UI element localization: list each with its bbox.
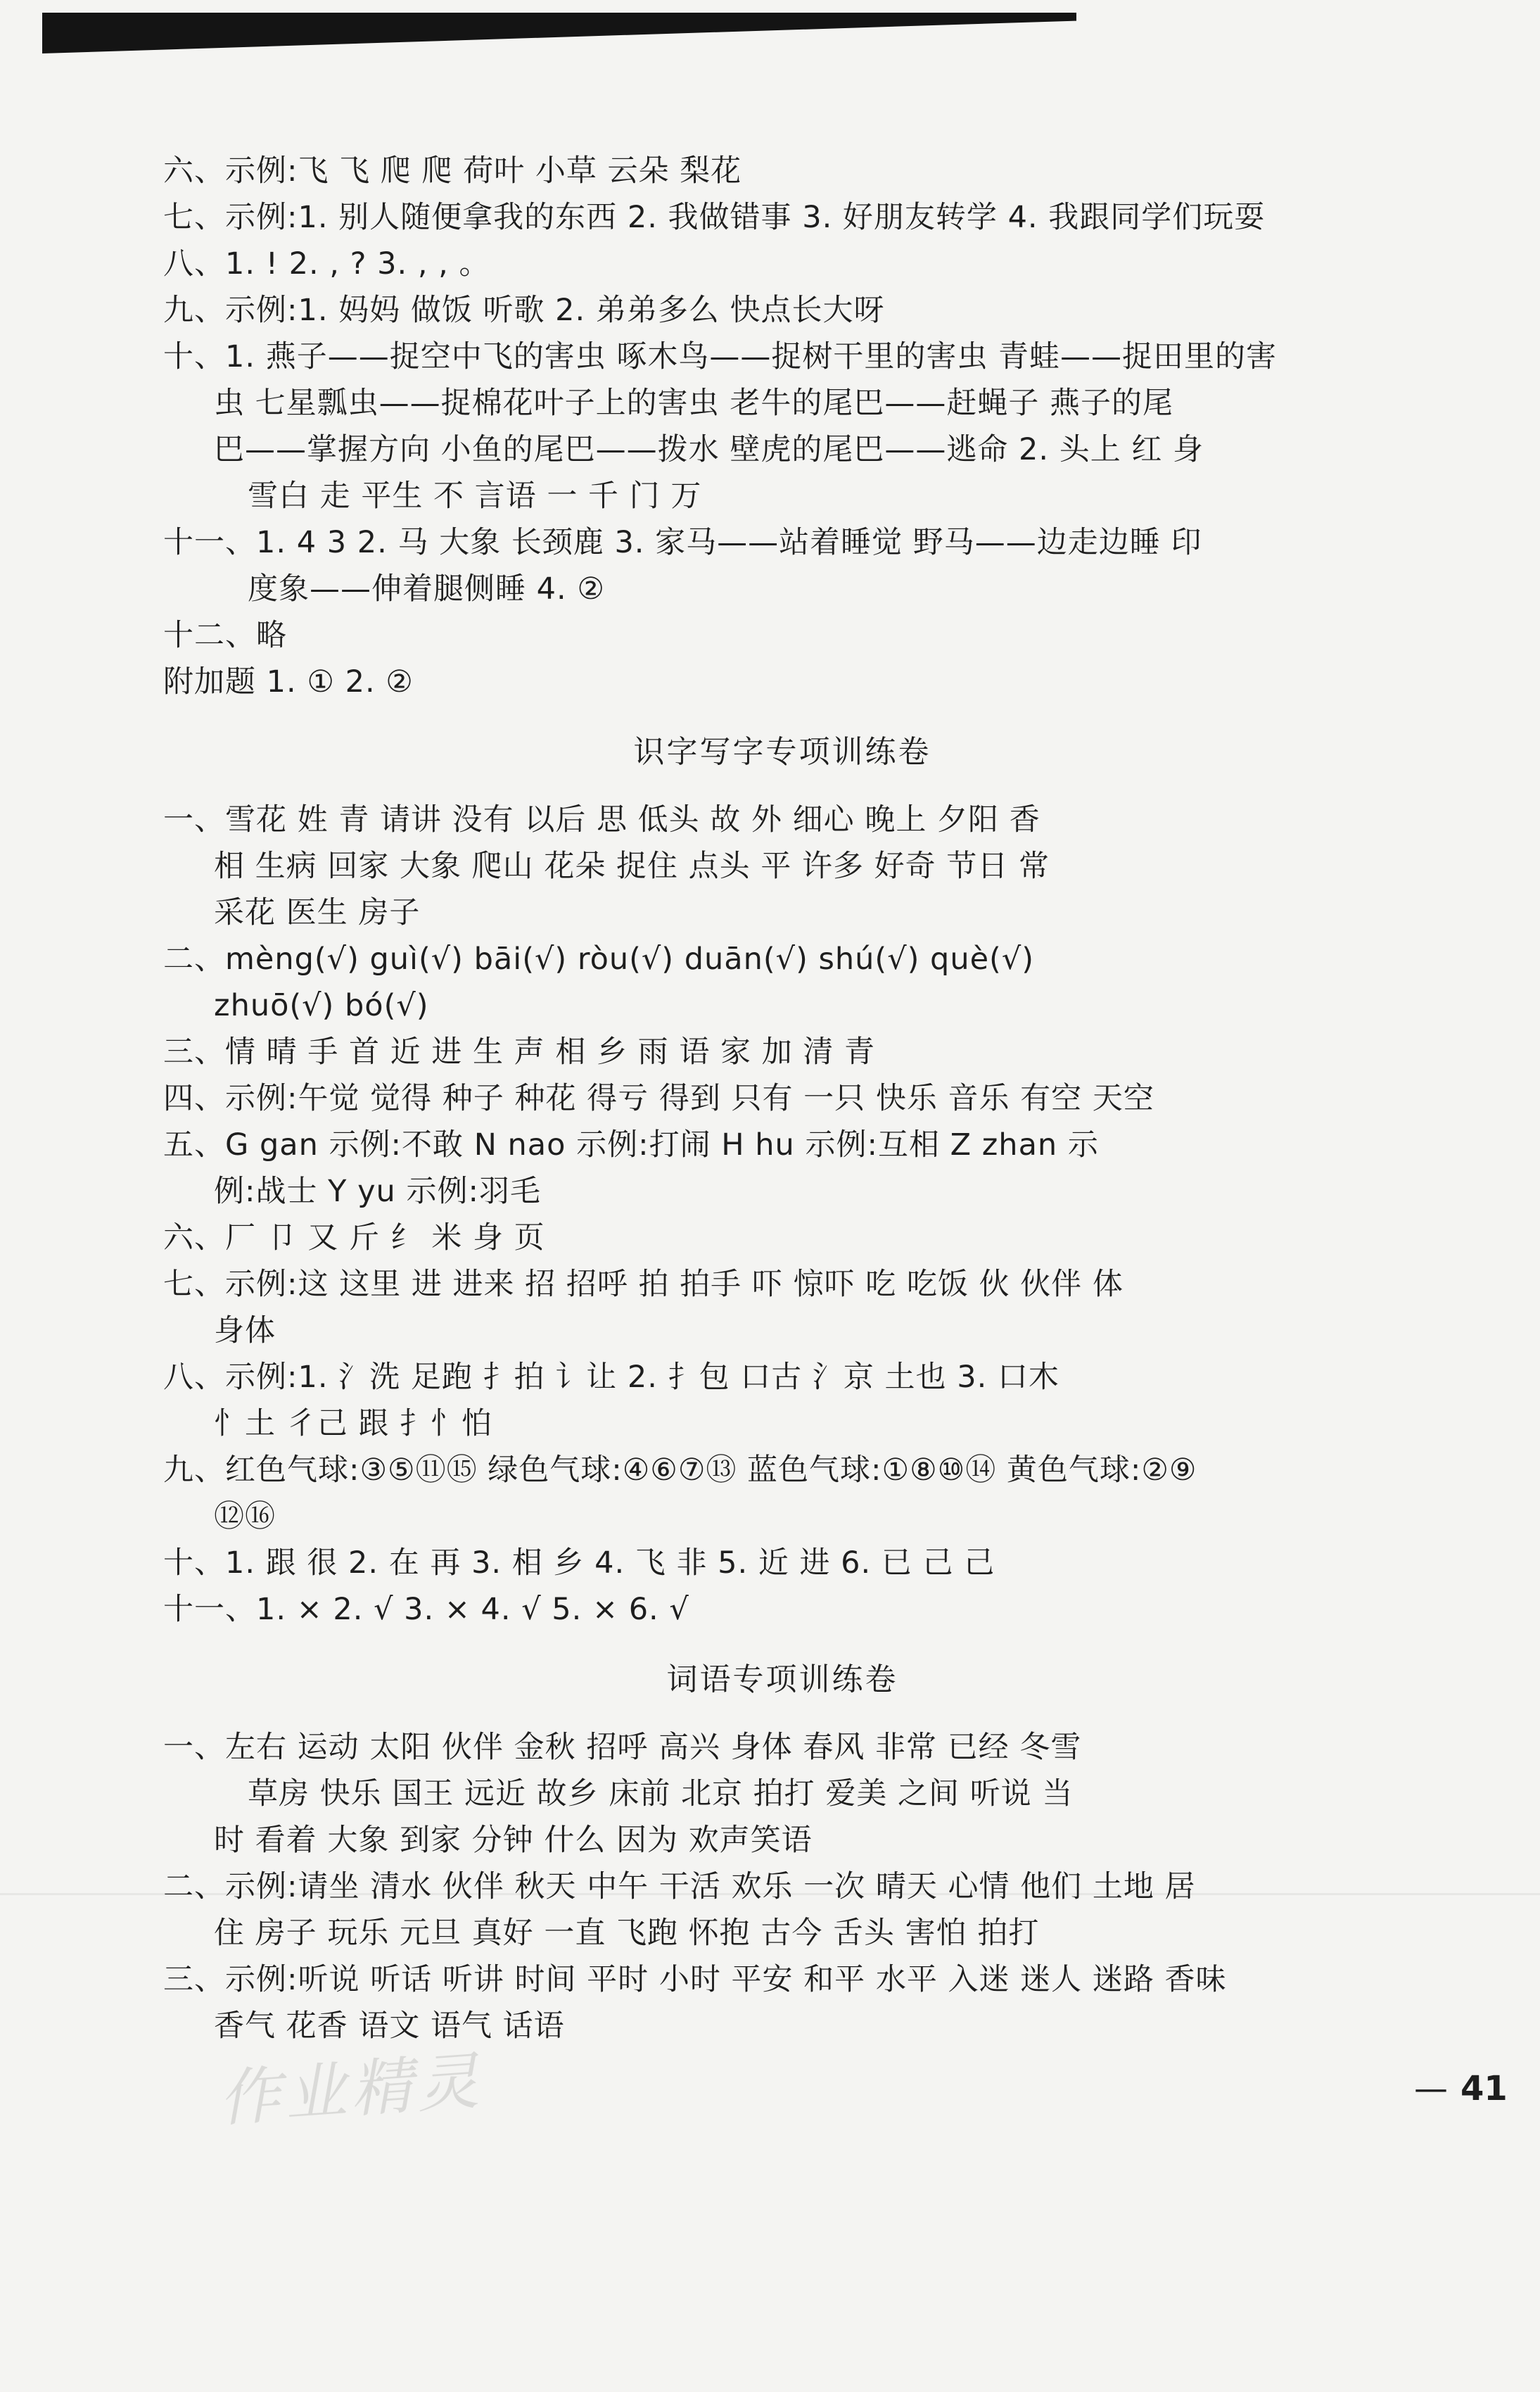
answer-line: 三、示例:听说 听话 听讲 时间 平时 小时 平安 和平 水平 入迷 迷人 迷路 香味: [163, 1962, 1227, 1997]
section-heading-literacy: 识字写字专项训练卷: [633, 734, 931, 770]
answer-line: 八、示例:1. 氵洗 足跑 扌拍 讠让 2. 扌包 口古 氵京 土也 3. 口木: [163, 1360, 1059, 1395]
answer-line: 七、示例:1. 别人随便拿我的东西 2. 我做错事 3. 好朋友转学 4. 我跟同学们玩耍: [163, 200, 1266, 235]
answer-line: 十一、1. 4 3 2. 马 大象 长颈鹿 3. 家马——站着睡觉 野马——边走边睡 印: [163, 525, 1202, 560]
scan-edge-shadow: [42, 13, 1076, 53]
answer-line: 三、情 晴 手 首 近 进 生 声 相 乡 雨 语 家 加 清 青: [163, 1034, 876, 1070]
answer-line: 七、示例:这 这里 进 进来 招 招呼 拍 拍手 吓 惊吓 吃 吃饭 伙 伙伴 体: [163, 1267, 1124, 1302]
answer-line-continued: 度象——伸着腿侧睡 4. ②: [248, 571, 605, 607]
answer-line: 八、1. ! 2. , ? 3. , , 。: [163, 246, 490, 281]
answer-line-continued: 身体: [214, 1313, 276, 1348]
answer-line: 十、1. 跟 很 2. 在 再 3. 相 乡 4. 飞 非 5. 近 进 6. 已 己 己: [163, 1545, 995, 1581]
answer-line-continued: 住 房子 玩乐 元旦 真好 一直 飞跑 怀抱 古今 舌头 害怕 拍打: [214, 1916, 1040, 1951]
answer-line-continued: 草房 快乐 国王 远近 故乡 床前 北京 拍打 爱美 之间 听说 当: [248, 1776, 1074, 1811]
answer-line-continued: 忄土 彳己 跟 扌忄怕: [214, 1406, 493, 1441]
answer-line-continued: zhuō(√) bó(√): [214, 988, 429, 1023]
answer-line: 一、左右 运动 太阳 伙伴 金秋 招呼 高兴 身体 春风 非常 已经 冬雪: [163, 1730, 1082, 1765]
answer-line: 一、雪花 姓 青 请讲 没有 以后 思 低头 故 外 细心 晚上 夕阳 香: [163, 802, 1041, 837]
page-number: [1414, 2069, 1508, 2108]
answer-line: 五、G gan 示例:不敢 N nao 示例:打闹 H hu 示例:互相 Z zhan 示: [163, 1127, 1099, 1163]
answer-line-continued: 时 看着 大象 到家 分钟 什么 因为 欢声笑语: [214, 1823, 813, 1858]
answer-line-continued: ⑫⑯: [214, 1499, 276, 1534]
answer-line-continued: 香气 花香 语文 语气 话语: [214, 2008, 565, 2044]
section-heading-vocabulary: 词语专项训练卷: [666, 1662, 898, 1697]
answer-line: 十、1. 燕子——捉空中飞的害虫 啄木鸟——捉树干里的害虫 青蛙——捉田里的害: [163, 339, 1278, 374]
bonus-question-line: 附加题 1. ① 2. ②: [163, 664, 414, 700]
answer-line: 二、mèng(√) guì(√) bāi(√) ròu(√) duān(√) shú(√) què(√): [163, 942, 1035, 977]
answer-line-continued: 虫 七星瓢虫——捉棉花叶子上的害虫 老牛的尾巴——赶蝇子 燕子的尾: [214, 386, 1174, 421]
page-number-value: 41: [1461, 2069, 1508, 2108]
answer-line: 十一、1. × 2. √ 3. × 4. √ 5. × 6. √: [163, 1592, 689, 1627]
answer-line-continued: 巴——掌握方向 小鱼的尾巴——拨水 壁虎的尾巴——逃命 2. 头上 红 身: [214, 432, 1204, 467]
answer-line: 九、示例:1. 妈妈 做饭 听歌 2. 弟弟多么 快点长大呀: [163, 293, 885, 328]
answer-key-content: [163, 148, 1401, 2049]
answer-line: 九、红色气球:③⑤⑪⑮ 绿色气球:④⑥⑦⑬ 蓝色气球:①⑧⑩⑭ 黄色气球:②⑨: [163, 1453, 1197, 1488]
answer-line-continued: 雪白 走 平生 不 言语 一 千 门 万: [248, 479, 702, 514]
answer-line-continued: 相 生病 回家 大象 爬山 花朵 捉住 点头 平 许多 好奇 节日 常: [214, 849, 1050, 884]
answer-line-continued: 例:战士 Y yu 示例:羽毛: [214, 1174, 541, 1209]
watermark-logo: 作业精灵: [216, 2044, 485, 2135]
answer-line: 十二、略: [163, 618, 287, 653]
answer-line: 四、示例:午觉 觉得 种子 种花 得亏 得到 只有 一只 快乐 音乐 有空 天空: [163, 1081, 1154, 1116]
answer-line-continued: 采花 医生 房子: [214, 895, 421, 930]
page-number-dash: —: [1414, 2069, 1448, 2108]
answer-line: 六、厂 卩 又 斤 纟 米 身 页: [163, 1220, 545, 1255]
answer-line: 六、示例:飞 飞 爬 爬 荷叶 小草 云朵 梨花: [163, 153, 742, 189]
answer-line: 二、示例:请坐 清水 伙伴 秋天 中午 干活 欢乐 一次 晴天 心情 他们 土地 居: [163, 1869, 1196, 1904]
